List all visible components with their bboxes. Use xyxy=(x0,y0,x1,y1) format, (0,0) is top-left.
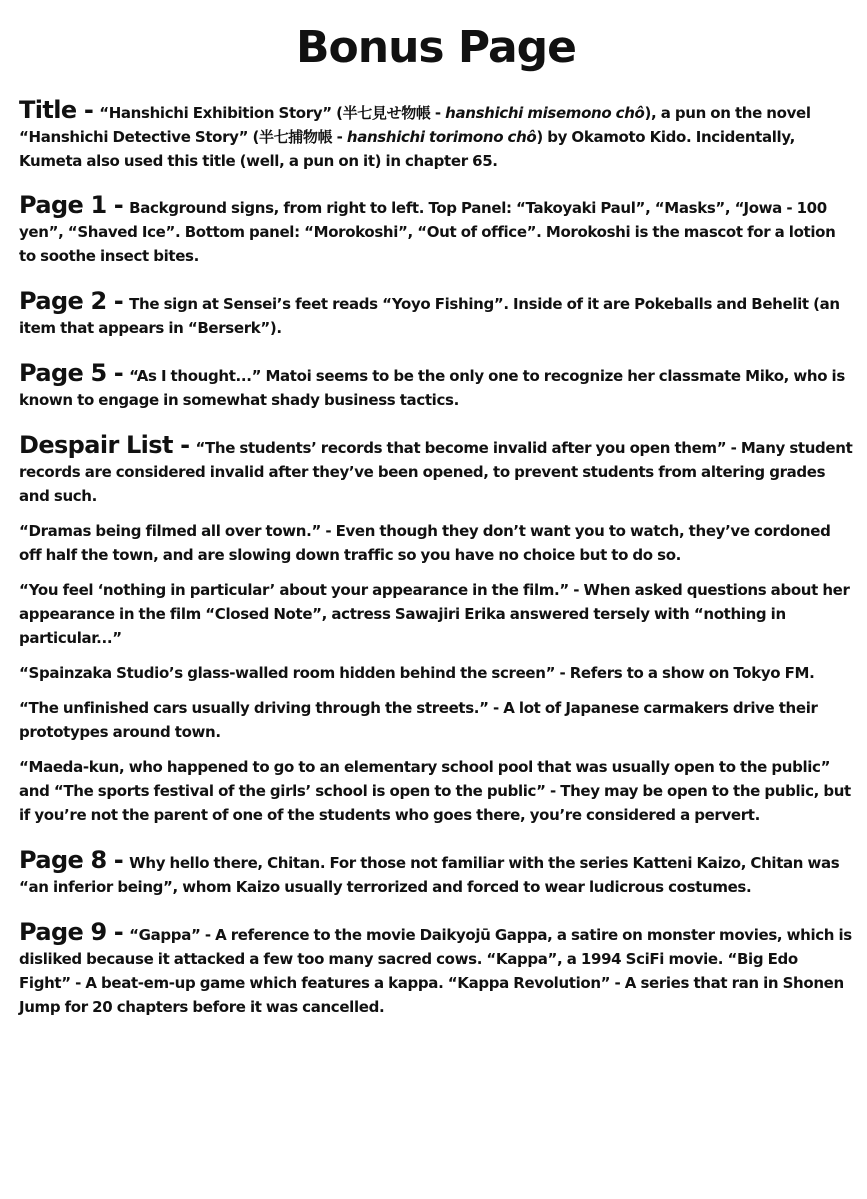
section-heading-page-9: Page 9 - xyxy=(19,918,124,946)
title-text-3: ) by Okamoto Kido. Incidentally, Kumeta also used this title (well, a pun on it) in chapter 65. xyxy=(19,128,795,170)
page-1-text: Background signs, from right to left. Top Panel: “Takoyaki Paul”, “Masks”, “Jowa - 100 yen”, “Shaved Ice”. Bottom panel: “Morokoshi”, “Out of office”. Morokoshi is the mascot for a lotion to soothe insect bites. xyxy=(19,199,836,265)
section-page-1 xyxy=(19,193,853,268)
despair-item: “Spainzaka Studio’s glass-walled room hidden behind the screen” - Refers to a show on Tokyo FM. xyxy=(19,664,815,682)
section-heading-despair-list: Despair List - xyxy=(19,431,190,459)
title-text-2: ), a pun on the novel “Hanshichi Detective Story” (半七捕物帳 - xyxy=(19,104,811,146)
page-5-text: “As I thought...” Matoi seems to be the only one to recognize her classmate Miko, who is known to engage in somewhat shady business tactics. xyxy=(19,367,845,409)
despair-item: “Maeda-kun, who happened to go to an elementary school pool that was usually open to the public” and “The sports festival of the girls’ school is open to the public” - They may be open to the public, but if you’re not the parent of one of the students who goes there, you’re considered a pervert. xyxy=(19,758,851,824)
title-text-2-italic: hanshichi torimono chô xyxy=(346,128,537,146)
despair-item: “The unfinished cars usually driving through the streets.” - A lot of Japanese carmakers drive their prototypes around town. xyxy=(19,699,818,741)
section-heading-title: Title - xyxy=(19,96,94,124)
despair-item: “You feel ‘nothing in particular’ about your appearance in the film.” - When asked questions about her appearance in the film “Closed Note”, actress Sawajiri Erika answered tersely with “nothing in particular...” xyxy=(19,581,850,647)
page-8-text: Why hello there, Chitan. For those not familiar with the series Katteni Kaizo, Chitan was “an inferior being”, whom Kaizo usually terrorized and forced to wear ludicrous costumes. xyxy=(19,854,840,896)
section-heading-page-1: Page 1 - xyxy=(19,191,124,219)
page-title: Bonus Page xyxy=(295,22,577,73)
section-title xyxy=(19,98,853,173)
section-heading-page-2: Page 2 - xyxy=(19,287,124,315)
section-page-5 xyxy=(19,361,853,412)
section-heading-page-5: Page 5 - xyxy=(19,359,124,387)
section-heading-page-8: Page 8 - xyxy=(19,846,124,874)
despair-item: “Dramas being filmed all over town.” - Even though they don’t want you to watch, they’ve cordoned off half the town, and are slowing down traffic so you have no choice but to do so. xyxy=(19,522,831,564)
despair-list-intro: “The students’ records that become invalid after you open them” - Many student records are considered invalid after they’ve been opened, to prevent students from altering grades and such. xyxy=(19,439,853,505)
section-page-9 xyxy=(19,920,853,1019)
title-text-1: “Hanshichi Exhibition Story” (半七見せ物帳 - xyxy=(99,104,446,122)
title-text-1-italic: hanshichi misemono chô xyxy=(445,104,645,122)
section-page-2 xyxy=(19,289,853,340)
page-9-text: “Gappa” - A reference to the movie Daikyojū Gappa, a satire on monster movies, which is disliked because it attacked a few too many sacred cows. “Kappa”, a 1994 SciFi movie. “Big Edo Fight” - A beat-em-up game which features a kappa. “Kappa Revolution” - A series that ran in Shonen Jump for 20 chapters before it was cancelled. xyxy=(19,926,852,1016)
section-page-8 xyxy=(19,848,853,899)
section-despair-list xyxy=(19,433,853,508)
page-2-text: The sign at Sensei’s feet reads “Yoyo Fishing”. Inside of it are Pokeballs and Behelit (an item that appears in “Berserk”). xyxy=(19,295,840,337)
